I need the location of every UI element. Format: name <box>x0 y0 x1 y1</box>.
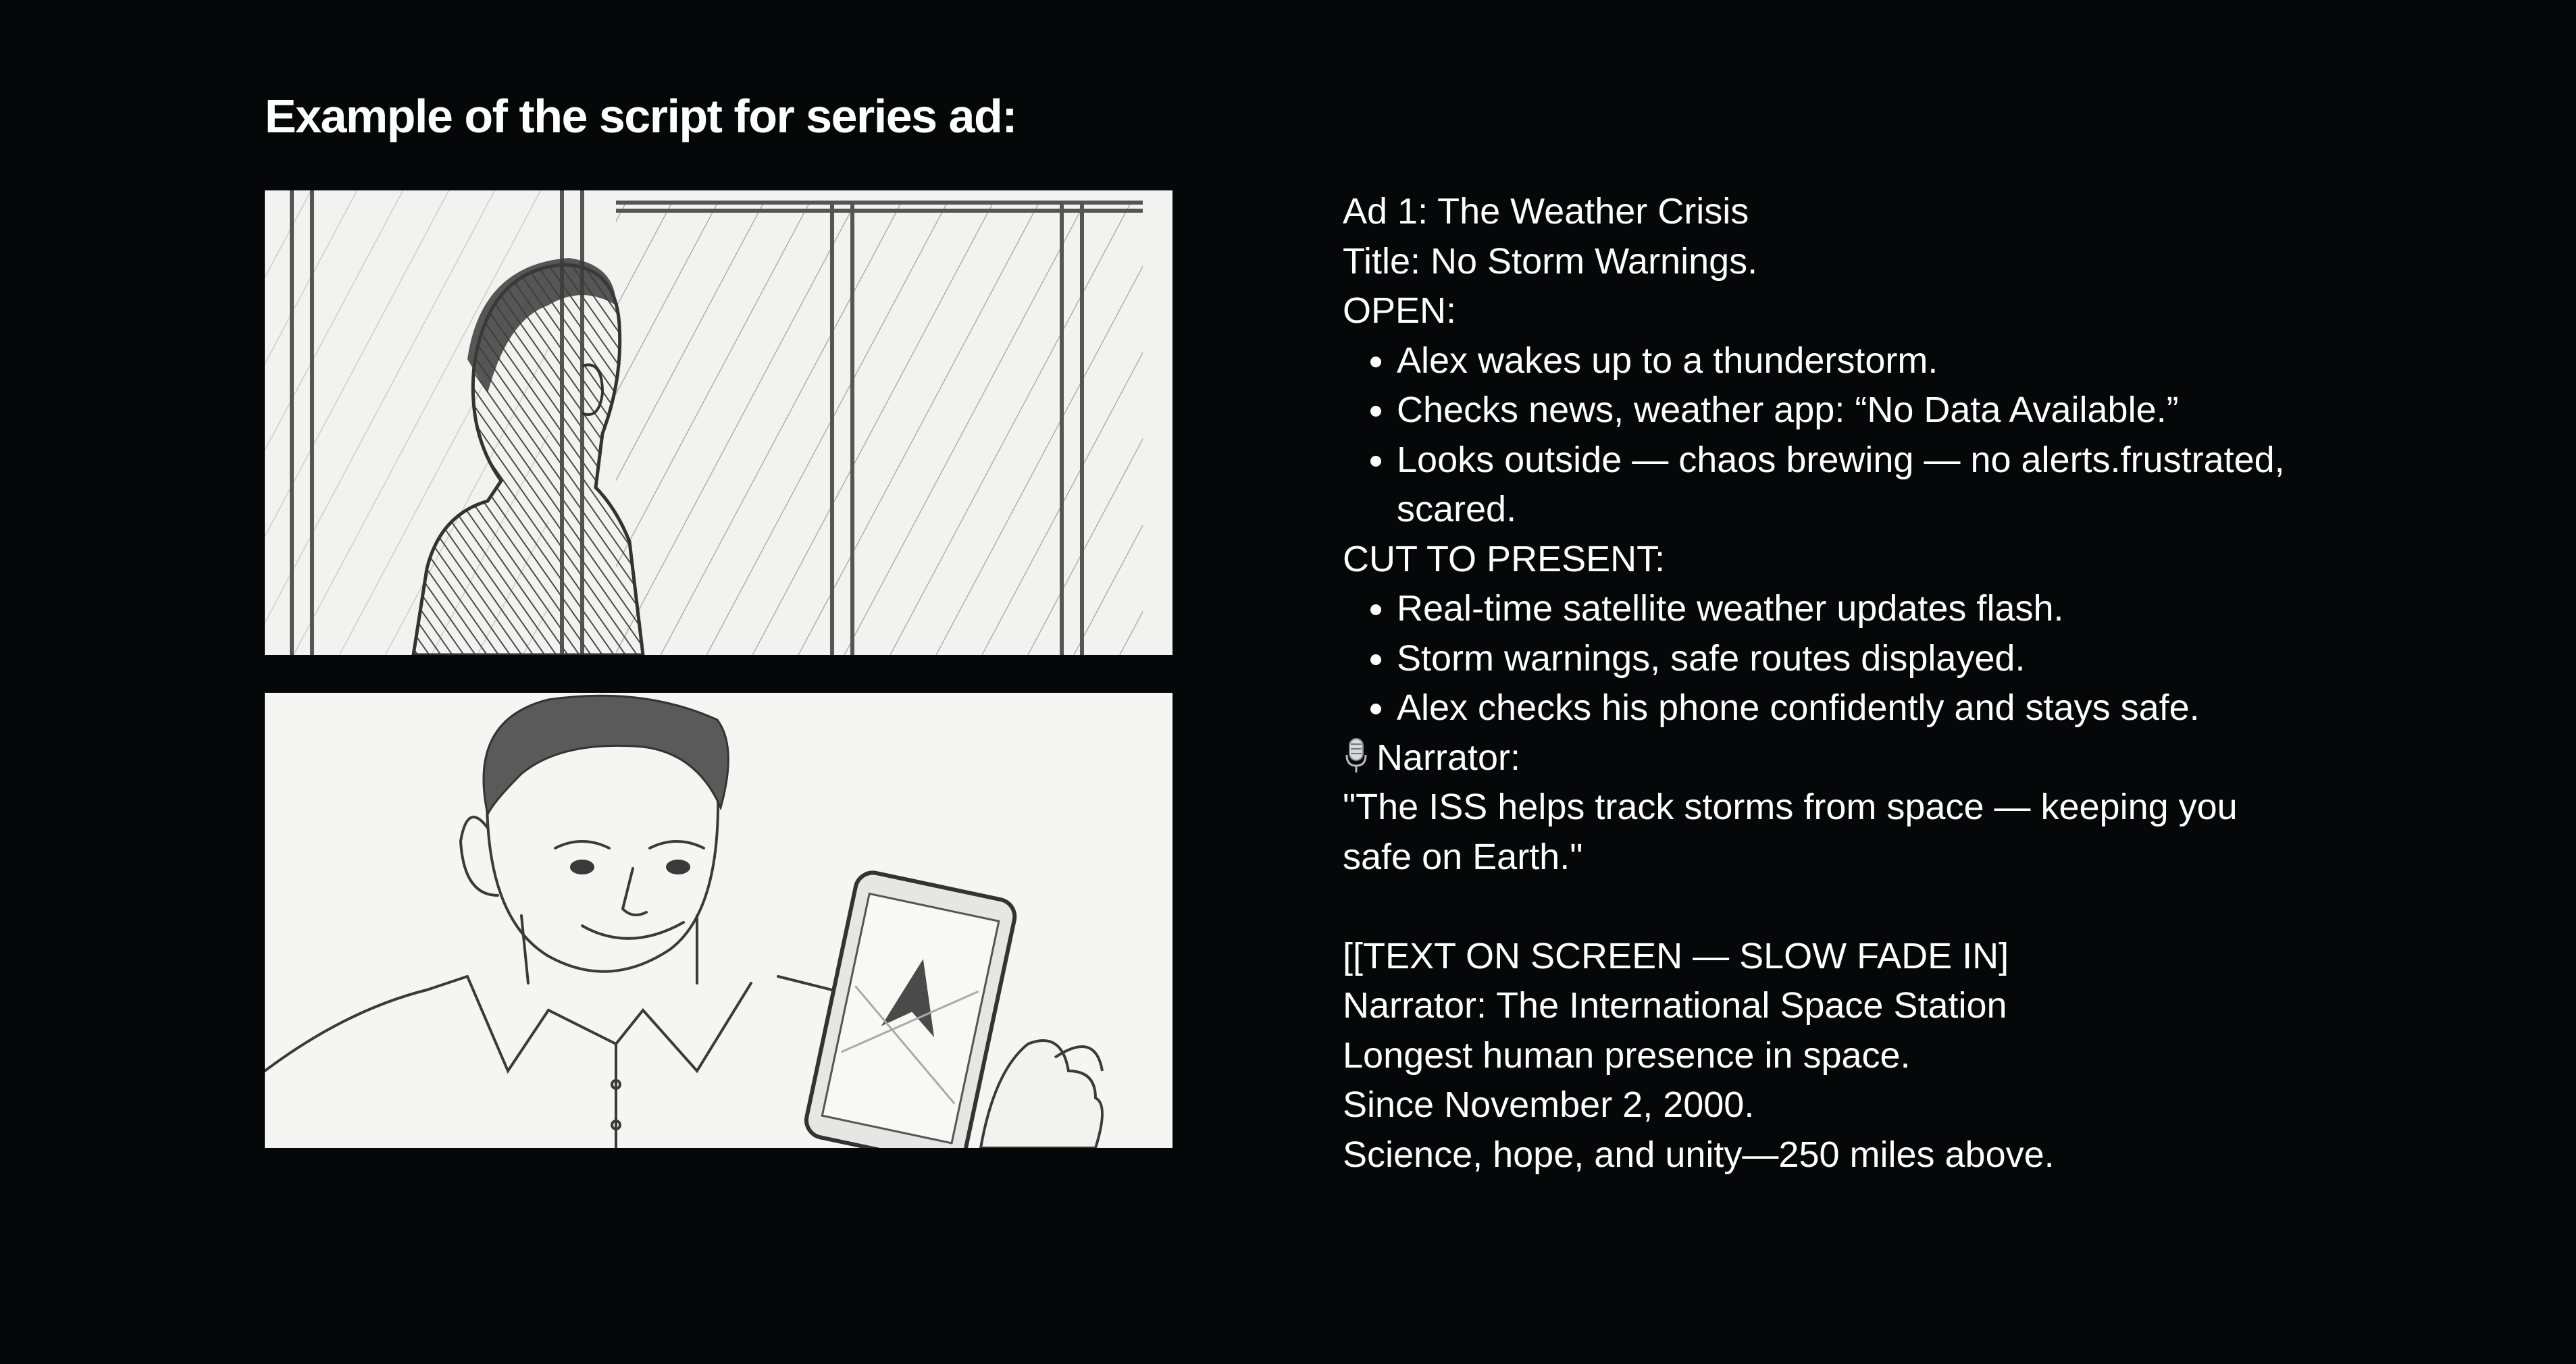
ad-script <box>1343 187 2437 1180</box>
ad-heading: Ad 1: The Weather Crisis <box>1343 191 1749 232</box>
narrator-quote-line-1: "The ISS helps track storms from space — keeping you <box>1343 787 2238 827</box>
narrator-label: Narrator: <box>1376 737 1521 778</box>
storyboard-panel-phone <box>265 693 1173 1148</box>
closing-line: [[TEXT ON SCREEN — SLOW FADE IN] <box>1343 935 2009 976</box>
ad-title: Title: No Storm Warnings. <box>1343 240 1758 282</box>
list-item: • Checks news, weather app: “No Data Available.” <box>1397 386 2437 436</box>
sketch-man-with-phone <box>265 693 1173 1148</box>
cut-label: CUT TO PRESENT: <box>1343 538 1666 579</box>
list-item: • Storm warnings, safe routes displayed. <box>1397 634 2437 684</box>
closing-line: Longest human presence in space. <box>1343 1034 1911 1076</box>
closing-line: Narrator: The International Space Station <box>1343 985 2007 1026</box>
narrator-quote-line-2: safe on Earth." <box>1343 836 1583 877</box>
open-bullet-list <box>1343 336 2437 535</box>
list-item: • Alex checks his phone confidently and stays safe. <box>1397 683 2437 733</box>
page-title: Example of the script for series ad: <box>265 90 1017 142</box>
closing-line: Since November 2, 2000. <box>1343 1084 1755 1125</box>
narrator-line <box>1343 733 2437 783</box>
closing-line: Science, hope, and unity—250 miles above. <box>1343 1134 2055 1175</box>
cut-bullet-list <box>1343 584 2437 733</box>
list-item: • Alex wakes up to a thunderstorm. <box>1397 336 2437 386</box>
open-label: OPEN: <box>1343 290 1457 331</box>
list-item: • Real-time satellite weather updates flash. <box>1397 584 2437 634</box>
list-item: • Looks outside — chaos brewing — no alerts.frustrated, scared. <box>1397 436 2342 535</box>
spacer <box>1343 882 2437 932</box>
storyboard-panel-window <box>265 190 1173 655</box>
microphone-icon <box>1343 737 1370 774</box>
sketch-man-at-window <box>265 190 1173 655</box>
